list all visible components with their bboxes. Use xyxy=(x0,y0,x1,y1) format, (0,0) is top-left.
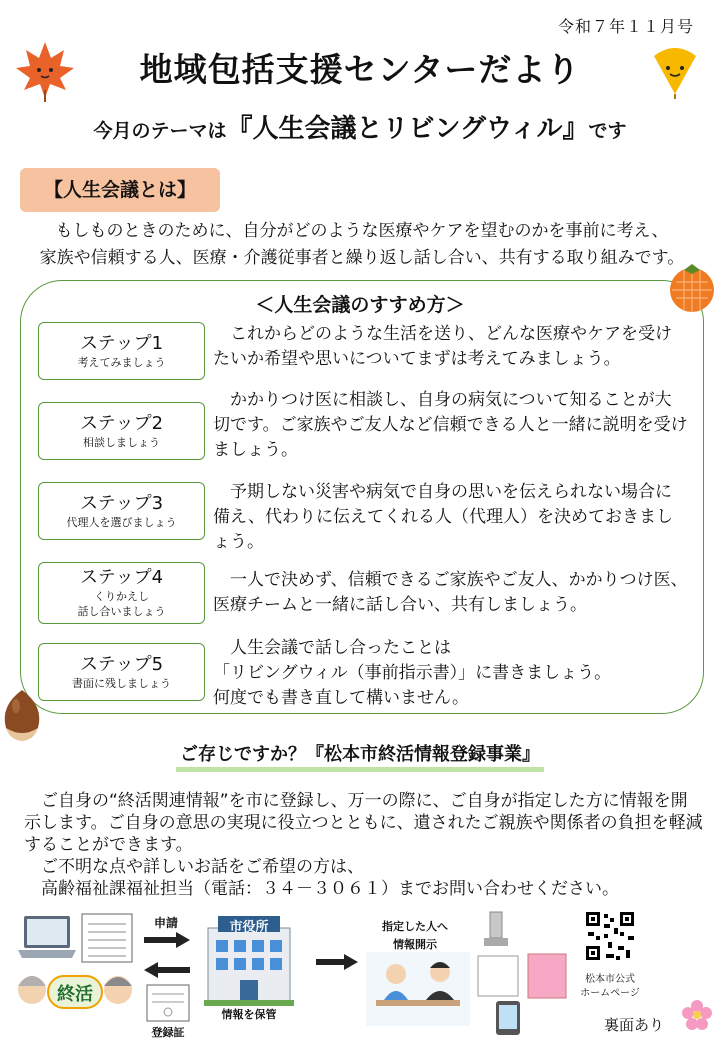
notice-heading-text: ご存じですか？『松本市終活情報登録事業』 xyxy=(176,744,544,772)
card-label: 登録証 xyxy=(151,1026,185,1039)
apply-label: 申請 xyxy=(153,916,178,930)
step-3-desc: 予期しない災害や病気で自身の思いを伝えられない場合に備え、代わりに伝えてくれる人（代理人）を決めておきましょう。 xyxy=(213,482,674,552)
step-4-sub: くりかえし xyxy=(94,590,149,603)
hp-label-1: 松本市公式 xyxy=(585,974,635,985)
step-5-desc-line-3: 何度でも書き直して構いません。 xyxy=(213,688,470,708)
step-1-desc: これからどのような生活を送り、どんな医療やケアを受けたいか希望や思いについてまずは考えてみましょう。 xyxy=(213,324,672,369)
intro-line-2: 家族や信頼する人、医療・介護従事者と繰り返し話し合い、共有する取り組みです。 xyxy=(39,248,685,268)
step-5-label xyxy=(38,643,205,701)
theme-suffix: です xyxy=(588,120,627,142)
arrow-right-big-icon xyxy=(316,952,358,972)
section-label-what-is: 【人生会議とは】 xyxy=(20,168,220,212)
grave-icon xyxy=(480,908,512,948)
arrow-right-icon xyxy=(144,930,190,950)
consultation-icon xyxy=(366,952,470,1026)
newsletter-title: 地域包括支援センターだより xyxy=(139,50,581,89)
laptop-icon xyxy=(16,914,78,960)
step-3-sub: 代理人を選びましょう xyxy=(66,515,177,529)
step-3-name: ステップ3 xyxy=(79,492,164,514)
step-5-desc xyxy=(213,636,688,711)
step-1-label xyxy=(38,322,205,380)
step-2-desc: かかりつけ医に相談し、自身の病気について知ることが大切です。ご家族やご友人など信頼できる人と一緒に説明を受けましょう。 xyxy=(213,390,688,460)
ending-note-icon xyxy=(476,952,570,1000)
step-2-name: ステップ2 xyxy=(79,412,164,434)
theme-line xyxy=(0,108,720,145)
smartphone-icon xyxy=(494,1000,522,1036)
disclosure-label-2: 情報開示 xyxy=(393,938,437,951)
step-4-desc: 一人で決めず、信頼できるご家族やご友人、かかりつけ医、医療チームと一緒に話し合い、共有しましょう。 xyxy=(213,570,688,615)
step-1-sub: 考えてみましょう xyxy=(77,355,166,369)
notice-paragraph-2: ご不明な点や詳しいお話をご希望の方は、 xyxy=(24,857,364,877)
step-5-name: ステップ5 xyxy=(79,653,164,675)
theme-main: 『人生会議とリビングウィル』 xyxy=(226,114,589,144)
hp-label-2: ホームページ xyxy=(580,988,640,999)
step-2-label xyxy=(38,402,205,460)
step-4-sub-2: 話し合いましょう xyxy=(77,605,166,618)
step-1-name: ステップ1 xyxy=(79,332,164,354)
step-4-name: ステップ4 xyxy=(79,567,164,588)
flower-icon xyxy=(680,998,714,1032)
step-4-label xyxy=(38,562,205,624)
step-2-sub: 相談しましょう xyxy=(83,435,160,449)
document-form-icon xyxy=(80,912,134,964)
theme-prefix: 今月のテーマは xyxy=(93,120,227,142)
steps-title: ＜人生会議のすすめ方＞ xyxy=(255,294,465,316)
step-3-label xyxy=(38,482,205,540)
notice-heading xyxy=(0,740,720,766)
notice-paragraph-3: 高齢福祉課福祉担当（電話：３４－３０６１）までお問い合わせください。 xyxy=(24,879,619,899)
issue-date: 令和７年１１月号 xyxy=(557,17,694,36)
step-5-sub: 書面に残しましょう xyxy=(72,676,171,690)
step-5-desc-line-1: 人生会議で話し合ったことは xyxy=(213,638,451,658)
notice-paragraph-1: ご自身の“終活関連情報”を市に登録し、万一の際に、ご自身が指定した方に情報を開示します。ご自身の意思の実現に役立つとともに、遺されたご親族や関係者の負担を軽減することができます。 xyxy=(24,791,703,855)
back-page-note: 裏面あり xyxy=(604,1016,665,1034)
notice-body xyxy=(24,790,704,900)
disclosure-label-1: 指定した人へ xyxy=(382,920,448,933)
qr-code-icon[interactable] xyxy=(584,910,636,962)
intro-line-1: もしものときのために、自分がどのような医療やケアを望むのかを事前に考え、 xyxy=(55,221,669,241)
registration-card-icon xyxy=(146,984,190,1022)
step-5-desc-line-2: 「リビングウィル（事前指示書）」に書きましょう。 xyxy=(213,663,612,683)
city-hall-sign: 市役所 xyxy=(229,920,269,935)
arrow-left-icon xyxy=(144,960,190,980)
intro-text xyxy=(12,218,712,272)
storage-label: 情報を保管 xyxy=(221,1008,277,1021)
shukatsu-badge: 終活 xyxy=(57,984,93,1005)
